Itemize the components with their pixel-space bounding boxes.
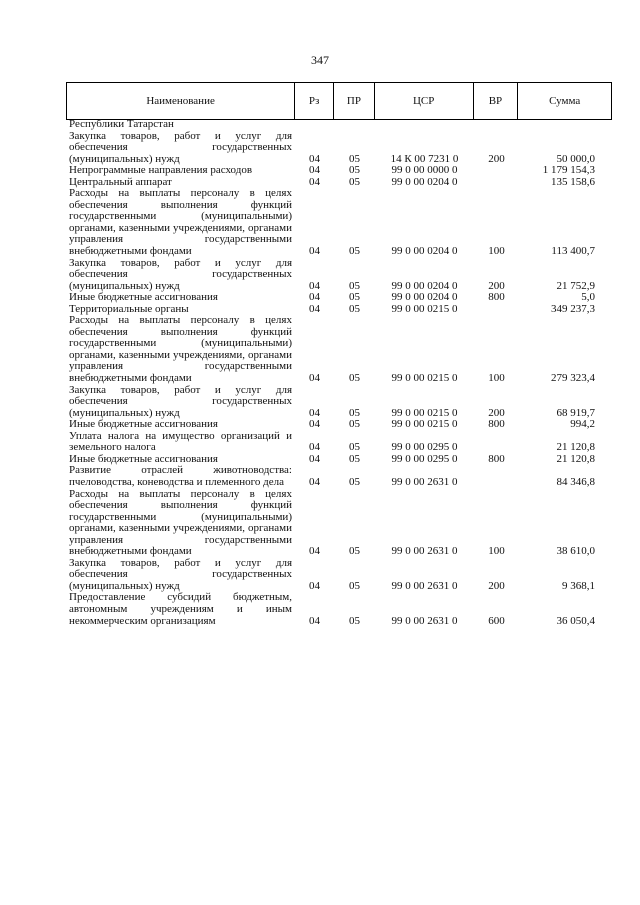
- header-name: Наименование: [67, 83, 295, 119]
- row-name: Закупка товаров, работ и услуг для обеспечения государственных (муниципальных) нужд: [69, 556, 292, 592]
- row-name: Иные бюджетные ассигнования: [69, 452, 218, 465]
- row-name: Иные бюджетные ассигнования: [69, 291, 218, 304]
- row-csr: 99 0 00 0204 0: [391, 245, 458, 258]
- row-csr: 99 0 00 0215 0: [391, 418, 458, 431]
- row-name: Развитие отраслей животноводства: пчеловодства, коневодства и племенного дела: [69, 464, 292, 488]
- row-csr: 99 0 00 0215 0: [391, 372, 458, 385]
- row-sum: 21 120,8: [556, 441, 595, 454]
- row-csr: 99 0 00 0295 0: [391, 452, 458, 465]
- row-sum: 5,0: [581, 291, 595, 304]
- row-pr: 05: [349, 372, 360, 385]
- row-rz: 04: [309, 372, 320, 385]
- row-sum: 36 050,4: [556, 614, 595, 627]
- row-rz: 04: [309, 614, 320, 627]
- row-name: Закупка товаров, работ и услуг для обеспечения государственных (муниципальных) нужд: [69, 383, 292, 419]
- row-sum: 50 000,0: [556, 152, 595, 165]
- row-pr: 05: [349, 475, 360, 488]
- row-sum: 279 323,4: [551, 372, 595, 385]
- table-row: [66, 465, 612, 488]
- row-name: Уплата налога на имущество организаций и земельного налога: [69, 429, 292, 454]
- row-sum: 135 158,6: [551, 175, 595, 188]
- table-row: [66, 119, 612, 131]
- table-row: [66, 489, 612, 558]
- header-sum: Сумма: [549, 95, 581, 107]
- row-sum: 349 237,3: [551, 302, 595, 315]
- row-vr: 600: [488, 614, 505, 627]
- row-name: Расходы на выплаты персоналу в целях обеспечения выполнения функций государственными (муниципальными) органами, казенными учреждениями, органами управления государственными внебюджетными фондами: [69, 187, 292, 258]
- table-row: [66, 558, 612, 593]
- row-vr: 100: [488, 245, 505, 258]
- row-rz: 04: [309, 302, 320, 315]
- row-sum: 21 752,9: [556, 279, 595, 292]
- row-rz: 04: [309, 475, 320, 488]
- row-vr: 200: [488, 406, 505, 419]
- row-rz: 04: [309, 452, 320, 465]
- row-rz: 04: [309, 579, 320, 592]
- row-csr: 99 0 00 2631 0: [391, 579, 458, 592]
- row-rz: 04: [309, 164, 320, 177]
- row-csr: 99 0 00 0204 0: [391, 279, 458, 292]
- row-rz: 04: [309, 245, 320, 258]
- row-sum: 9 368,1: [562, 579, 595, 592]
- row-rz: 04: [309, 152, 320, 165]
- row-vr: 800: [488, 452, 505, 465]
- table-row: [66, 592, 612, 627]
- row-csr: 99 0 00 0000 0: [391, 164, 458, 177]
- header-pr: ПР: [334, 83, 375, 119]
- row-pr: 05: [349, 418, 360, 431]
- row-pr: 05: [349, 152, 360, 165]
- row-pr: 05: [349, 291, 360, 304]
- row-csr: 99 0 00 0204 0: [391, 291, 458, 304]
- row-pr: 05: [349, 406, 360, 419]
- row-name: Непрограммные направления расходов: [69, 164, 253, 177]
- row-vr: 100: [488, 372, 505, 385]
- row-csr: 99 0 00 0295 0: [391, 441, 458, 454]
- row-vr: 800: [488, 291, 505, 304]
- row-rz: 04: [309, 418, 320, 431]
- page-number: 347: [311, 53, 329, 67]
- table-row: [66, 258, 612, 293]
- row-sum: 84 346,8: [556, 475, 595, 488]
- row-sum: 113 400,7: [551, 245, 595, 258]
- row-csr: 99 0 00 0204 0: [391, 175, 458, 188]
- row-pr: 05: [349, 545, 360, 558]
- row-csr: 99 0 00 0215 0: [391, 406, 458, 419]
- row-name: Расходы на выплаты персоналу в целях обеспечения выполнения функций государственными (муниципальными) органами, казенными учреждениями, органами управления государственными внебюджетными фондами: [69, 314, 292, 385]
- row-name: Расходы на выплаты персоналу в целях обеспечения выполнения функций государственными (муниципальными) органами, казенными учреждениями, органами управления государственными внебюджетными фондами: [69, 487, 292, 558]
- row-name: Закупка товаров, работ и услуг для обеспечения государственных (муниципальных) нужд: [69, 256, 292, 292]
- header-vr: ВР: [474, 83, 519, 119]
- row-vr: 800: [488, 418, 505, 431]
- table-row: [66, 431, 612, 454]
- row-vr: 200: [488, 152, 505, 165]
- row-pr: 05: [349, 302, 360, 315]
- row-csr: 99 0 00 0215 0: [391, 302, 458, 315]
- row-name: Республики Татарстан: [69, 118, 174, 130]
- table-row: [66, 315, 612, 384]
- row-csr: 99 0 00 2631 0: [391, 475, 458, 488]
- row-rz: 04: [309, 406, 320, 419]
- row-vr: 200: [488, 579, 505, 592]
- row-pr: 05: [349, 452, 360, 465]
- row-csr: 14 К 00 7231 0: [390, 152, 459, 165]
- row-pr: 05: [349, 164, 360, 177]
- table-header: [66, 82, 612, 120]
- row-csr: 99 0 00 2631 0: [391, 614, 458, 627]
- row-name: Территориальные органы: [69, 302, 189, 315]
- row-pr: 05: [349, 614, 360, 627]
- row-pr: 05: [349, 579, 360, 592]
- row-pr: 05: [349, 175, 360, 188]
- row-sum: 68 919,7: [556, 406, 595, 419]
- row-pr: 05: [349, 441, 360, 454]
- row-name: Предоставление субсидий бюджетным, автономным учреждениям и иным некоммерческим организациям: [69, 591, 292, 627]
- row-name: Центральный аппарат: [69, 175, 172, 188]
- row-rz: 04: [309, 291, 320, 304]
- row-vr: 100: [488, 545, 505, 558]
- header-csr: ЦСР: [375, 83, 474, 119]
- header-rz: Рз: [295, 83, 334, 119]
- row-rz: 04: [309, 279, 320, 292]
- table-row: [66, 165, 612, 177]
- row-sum: 38 610,0: [556, 545, 595, 558]
- row-sum: 994,2: [570, 418, 595, 431]
- row-sum: 21 120,8: [556, 452, 595, 465]
- row-sum: 1 179 154,3: [542, 164, 595, 177]
- table-row: [66, 385, 612, 420]
- table-body: [66, 119, 612, 627]
- row-rz: 04: [309, 545, 320, 558]
- row-pr: 05: [349, 279, 360, 292]
- row-name: Иные бюджетные ассигнования: [69, 418, 218, 431]
- table-row: [66, 188, 612, 257]
- table-row: [66, 131, 612, 166]
- row-vr: 200: [488, 279, 505, 292]
- row-pr: 05: [349, 245, 360, 258]
- row-rz: 04: [309, 441, 320, 454]
- row-rz: 04: [309, 175, 320, 188]
- row-name: Закупка товаров, работ и услуг для обеспечения государственных (муниципальных) нужд: [69, 129, 292, 165]
- row-csr: 99 0 00 2631 0: [391, 545, 458, 558]
